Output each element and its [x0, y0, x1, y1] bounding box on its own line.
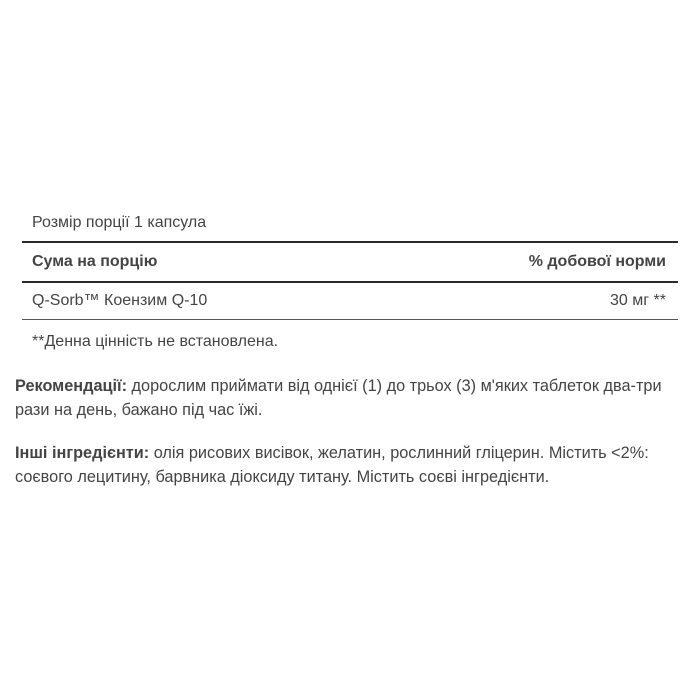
daily-value-footnote: **Денна цінність не встановлена. — [32, 333, 279, 350]
recommendations-paragraph — [15, 374, 685, 422]
recommendations-text: дорослим приймати від однієї (1) до трьох (3) м'яких таблеток два-три рази на день, бажано під час їжі. — [15, 377, 662, 419]
bottom-divider — [22, 319, 678, 320]
recommendations-label: Рекомендації: — [15, 377, 128, 395]
table-header-row — [22, 243, 678, 281]
daily-value-heading: % добової норми — [528, 253, 666, 270]
ingredient-amount: 30 мг ** — [610, 292, 666, 309]
other-ingredients-text: олія рисових висівок, желатин, рослинний гліцерин. Містить <2%: соєвого лецитину, барвника діоксиду титану. Містить соєві інгредієнти. — [15, 444, 649, 486]
table-row — [22, 283, 678, 319]
ingredient-name: Q-Sorb™ Коензим Q-10 — [32, 292, 208, 309]
supplement-facts-panel — [22, 213, 678, 356]
other-ingredients-paragraph — [15, 441, 685, 489]
other-ingredients-label: Інші інгредієнти: — [15, 444, 150, 462]
serving-size: Розмір порції 1 капсула — [32, 214, 207, 231]
amount-per-serving-heading: Сума на порцію — [32, 253, 158, 270]
